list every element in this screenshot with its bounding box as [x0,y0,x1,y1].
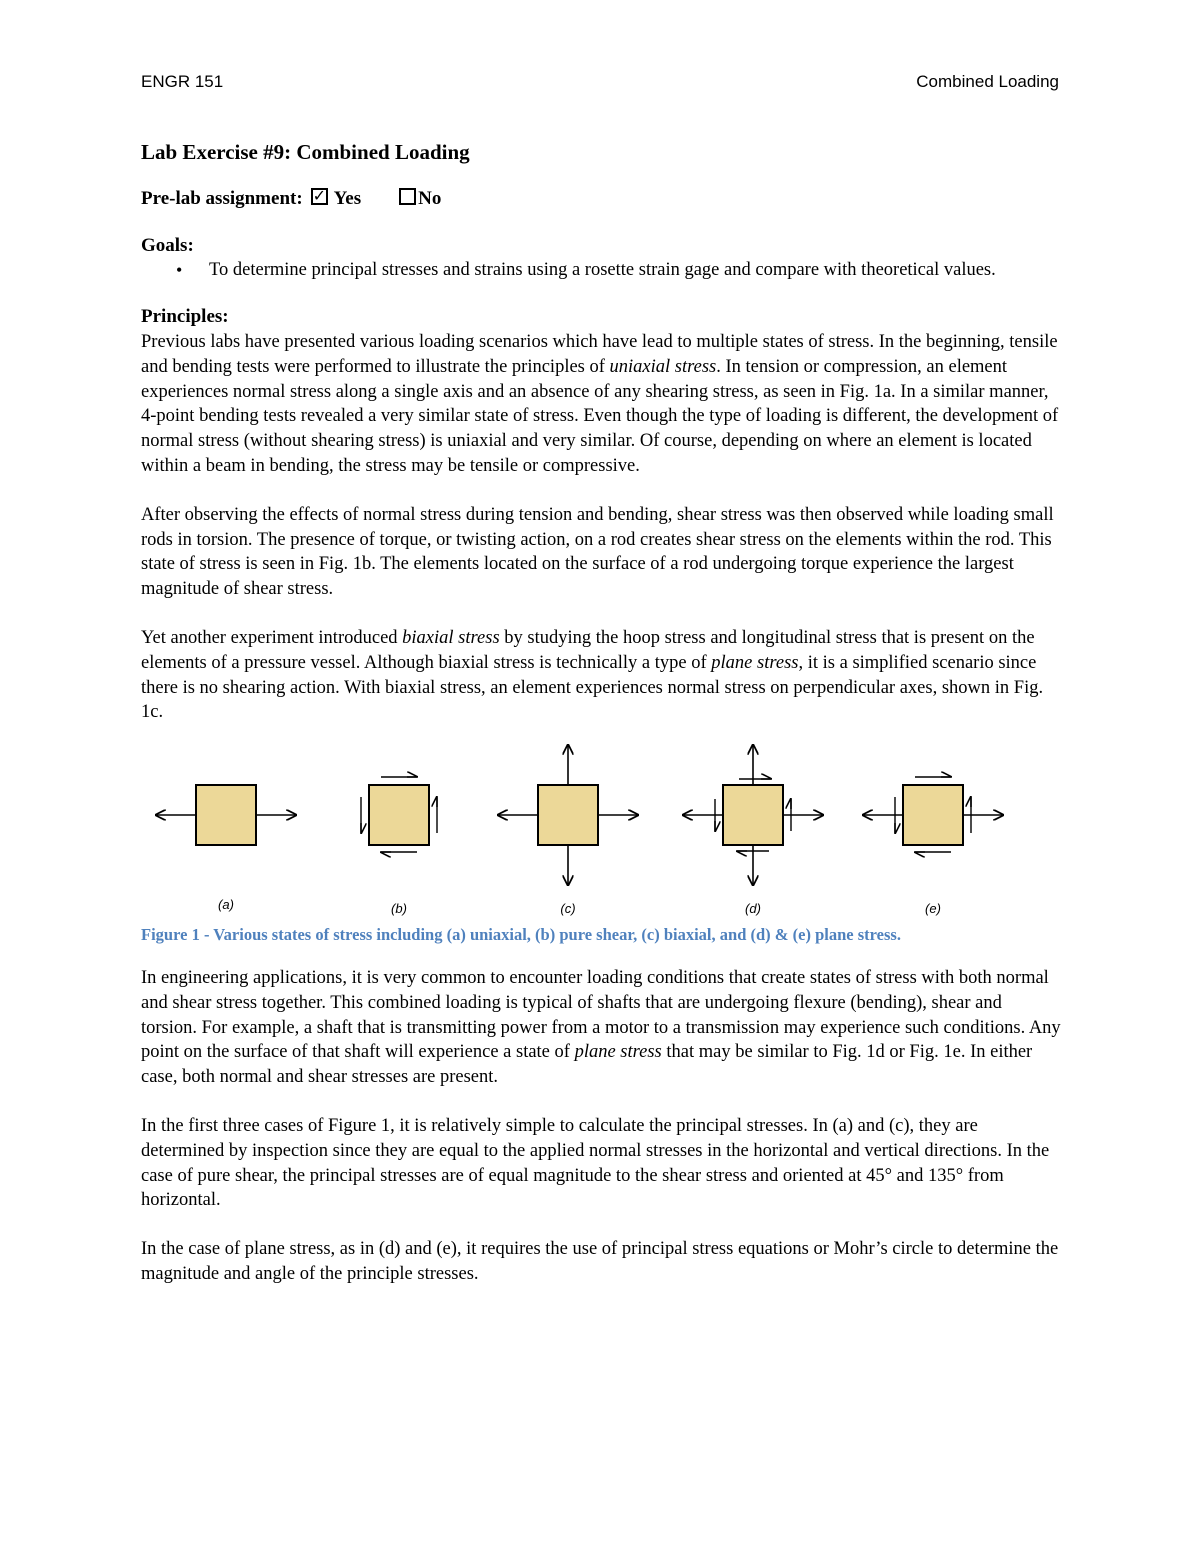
p3-text-a: Yet another experiment introduced [141,627,403,648]
page-title: Lab Exercise #9: Combined Loading [141,140,470,164]
p3-emphasis-1: biaxial stress [402,627,500,648]
document-body [141,140,1061,1311]
yes-label: Yes [333,187,362,209]
p3-text-c: , it is a simplified scenario since there is no shearing action. With biaxial stress, an element experiences normal stress on perpendicular axes, shown in Fig. 1c. [141,652,1044,723]
element-a [156,785,296,845]
goals-heading: Goals: [141,234,194,256]
prelab-line [141,187,1061,212]
paragraph-6: In the case of plane stress, as in (d) and (e), it requires the use of principal stress equations or Mohr’s circle to determine the magnitude and angle of the principle stresses. [141,1239,1059,1284]
p4-text-b: that may be similar to Fig. 1d or Fig. 1e. In either case, both normal and shear stresses are present. [141,1042,1033,1088]
paragraph-5: In the first three cases of Figure 1, it is relatively simple to calculate the principal stresses. In (a) and (c), they are determined by inspection since they are equal to the applied normal stresses in the horizontal and vertical directions. In the case of pure shear, the principal stresses are of equal magnitude to the shear stress and oriented at 45° and 135° from horizontal. [141,1115,1050,1211]
p4-text-a: In engineering applications, it is very common to encounter loading conditions that create states of stress with both normal and shear stress together. This combined loading is typical of shafts that are undergoing flexure (bending), shear and torsion. For example, a shaft that is transmitting power from a motor to a transmission may experience such conditions. Any point on the surface of that shaft will experience a state of [141,967,1061,1063]
paragraph-3 [141,626,1061,725]
figure-caption: Figure 1 - Various states of stress including (a) uniaxial, (b) pure shear, (c) biaxial, and (d) & (e) plane stress. [141,925,901,945]
p3-emphasis-2: plane stress [711,652,799,673]
label-b: (b) [391,901,407,917]
stress-diagram [141,741,1061,921]
label-c: (c) [560,901,576,917]
stress-states-figure [141,741,1061,921]
p1-text-a: Previous labs have presented various loading scenarios which have lead to multiple states of stress. In the beginning, tensile and bending tests were performed to illustrate the principles of [141,331,1058,377]
paragraph-4 [141,966,1061,1090]
p1-emphasis: uniaxial stress [609,356,717,377]
header-course: ENGR 151 [141,72,224,91]
no-checkbox [399,188,416,205]
p1-text-b: . In tension or compression, an element experiences normal stress along a single axis and an absence of any shearing stress, as seen in Fig. 1a. In a similar manner, 4-point bending tests revealed a very similar state of stress. Even though the type of loading is different, the development of normal stress (without shearing stress) is uniaxial and very similar. Of course, depending on where an element is located within a beam in bending, the stress may be tensile or compressive. [141,356,1059,476]
label-a: (a) [218,897,234,913]
principles-heading: Principles: [141,306,229,328]
goal-item: • To determine principal stresses and strains using a rosette strain gage and compare with theoretical values. [209,258,1061,283]
goals-list [141,258,1061,283]
prelab-label: Pre-lab assignment: [141,187,303,209]
paragraph-2: After observing the effects of normal stress during tension and bending, shear stress was then observed while loading small rods in torsion. The presence of torque, or twisting action, on a rod creates shear stress on the elements within the rod. This state of stress is seen in Fig. 1b. The elements located on the surface of a rod undergoing torque experience the largest magnitude of shear stress. [141,504,1054,600]
element-c [498,745,638,885]
p3-text-b: by studying the hoop stress and longitudinal stress that is present on the elements of a pressure vessel. Although biaxial stress is technically a type of [141,627,1035,673]
yes-checkbox [311,188,328,205]
element-d [683,745,823,885]
label-d: (d) [745,901,761,917]
no-label: No [418,187,442,209]
element-b [361,777,437,852]
label-e: (e) [925,901,941,917]
header-topic: Combined Loading [916,72,1059,91]
paragraph-1 [141,330,1061,479]
p4-emphasis: plane stress [574,1042,662,1063]
element-e [863,777,1003,852]
